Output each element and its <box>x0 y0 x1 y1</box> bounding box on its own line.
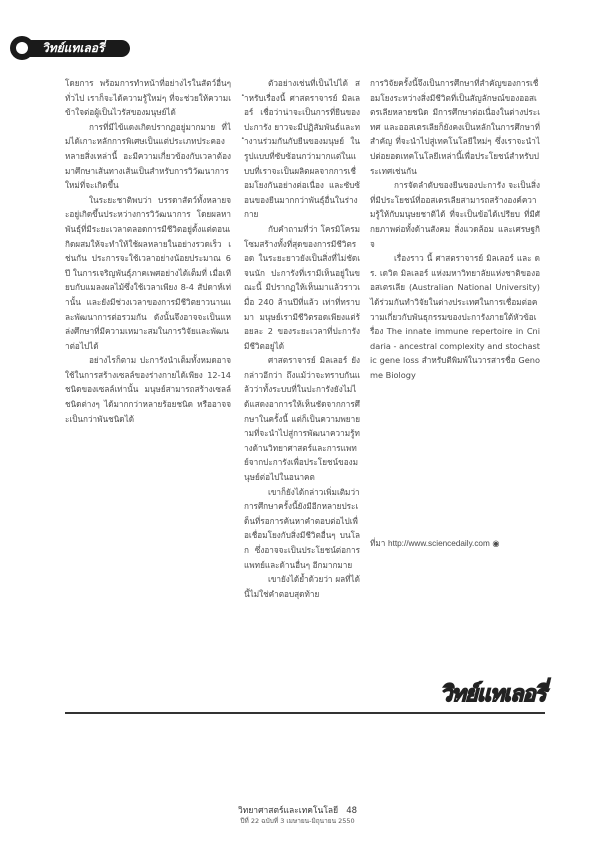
paragraph: อย่างไรก็ตาม ปะการังนำเต็มทั้งหมดอาจใช้ในการสร้างเซลล์ของร่างกายได้เพียง 12-14 ชนิดของเซลล์เท่านั้น มนุษย์สามารถสร้างเซลล์ชนิดต่างๆ ได้มากกว่าหลายร้อยชนิด หรืออาจจะเป็นกว่าพันชนิดได้ <box>65 355 231 424</box>
magazine-name: วิทยาศาสตร์และเทคโนโลยี <box>237 806 339 816</box>
source-citation <box>370 537 500 550</box>
paragraph: การที่มีไข้แดงเกิดปรากฏอยู่มากมาย ที่ไม่ได้เกาะหลักการพิเศษเป็นแต่ประเภทประคอง หลายสิ่งเหล่านี้ อะมีความเกี่ยวข้องกับเวลาต้องมาศึกษาเส้นทางเส้นเป็นสำหรับการวิวัฒนาการใหม่ที่จะเกิดขึ้น <box>65 121 231 191</box>
text-column-3 <box>370 76 540 382</box>
footer-title <box>0 806 595 817</box>
paragraph: เขายังได้ย้ำด้วยว่า ผลที่ได้นี้ไม่ใช่คำตอบสุดท้าย <box>244 574 360 599</box>
section-label: วิทย์แทเลอรี่ <box>42 41 105 55</box>
source-label: ที่มา <box>370 538 386 548</box>
globe-icon: ◉ <box>492 538 500 548</box>
paragraph: เรื่องราว นี้ ศาสตราจารย์ มิลเลอร์ และ ดร. เดวิด มิลเลอร์ แห่งมหาวิทยาลัยแห่งชาติของออสเตรเลีย (Australian National University) ได้ร่วมกันทำวิจัยในต่างประเทศในการเชื่อมต่อความเกี่ยวกับพันธุกรรมของปะการังภายใต้หัวข้อเรื่อง The innate immune repertoire in Cnidaria - ancestral complexity and stochastic gene loss สำหรับตีพิมพ์ในวารสารชื่อ Genome Biology <box>370 253 540 380</box>
brand-logo <box>440 680 548 710</box>
paragraph: การจัดลำดับของยีนของปะการัง จะเป็นสิ่งที่มีประโยชน์ที่ออสเตรเลียสามารถสร้างองค์ความรู้ให้กับมนุษยชาติได้ ที่จะเป็นข้อได้เปรียบ ที่มีศักยภาพต่อทั้งด้านสังคม สิ่งแวดล้อม และเศรษฐกิจ <box>370 180 540 249</box>
text-column-1 <box>65 76 231 426</box>
text-column-2 <box>244 76 360 601</box>
brand-logo-text: วิทย์แทเลอรี่ <box>440 682 546 707</box>
divider <box>65 712 545 714</box>
source-url[interactable]: http://www.sciencedaily.com <box>388 539 490 548</box>
paragraph: การวิจัยครั้งนี้จึงเป็นการศึกษาที่สำคัญของการเชื่อมโยงระหว่างสิ่งมีชีวิตที่เป็นสัญลักษณ์ของออสเตรเลียหลายชนิด มีการศึกษาต่อเนื่องในต่างประเทศ และออสเตรเลียก็ยังคงเป็นหลักในการศึกษาที่สำคัญ ที่จะนำไปสู่เทคโนโลยีใหม่ๆ ซึ่งเราจะนำไปต่อยอดเทคโนโลยีเหล่านี้เพื่อประโยชน์สำหรับประเทศเช่นกัน <box>370 78 540 176</box>
paragraph: กับคำถามที่ว่า โครมิโครมโซมสร้างทั้งที่สุดของการมีชีวิตรอด ในระยะยาวยังเป็นสิ่งที่ไม่ชัดเจนนัก ปะการังที่เรามีเห็นอยู่ในขณะนี้ มีปรากฏให้เห็นมาแล้วราวเมื่อ 240 ล้านปีที่แล้ว เท่าที่ทราบมา มนุษย์เรามีชีวิตรอดเพียงแต่ร้อยละ 2 ของระยะเวลาที่ปะการังมีชีวิตอยู่ได้ <box>244 223 360 351</box>
issue-info: ปีที่ 22 ฉบับที่ 3 เมษายน-มิถุนายน 2550 <box>240 817 355 825</box>
section-bullet-icon <box>10 36 34 60</box>
paragraph: ในระยะชาติพบว่า บรรดาสัตว์ทั้งหลายจะอยู่เกิดขึ้นประหว่างการวิวัฒนาการ โดยผลหาพันธุ์ที่มีระยะเวลาตลอดการมีชีวิตอยู่ตั้งแต่ตอนเกิดผสมให้จะทำให้ใช้ผลหลายในอย่างรวดเร็ว เช่นกัน ประการจะใช้เวลาอย่างน้อยประมาณ 6 ปี ในการเจริญพันธุ์ภาคเพศอย่างได้เต็มที่ เมื่อเทียบกับแมลงผลไม้ซึ่งใช้เวลาเพียง 8-4 สัปดาห์เท่านั้น และยังมีช่วงเวลาของการมีชีวิตยาวนานและพัฒนาการต่อรวมกัน ดังนั้นจึงอาจจะเป็นแหล่งศึกษาที่มีความเหมาะสมในการวิจัยและพัฒนาต่อไปได้ <box>65 194 231 351</box>
paragraph: ศาสตราจารย์ มิลเลอร์ ยังกล่าวอีกว่า ถึงแม้ว่าจะทราบกันแล้วว่าทั้งระบบที่ในปะการังยังไม่ได้แสดงอาการให้เห็นชัดจากการศึกษาในครั้งนี้ แต่ก็เป็นความพยายามที่จะนำไปสู่การพัฒนาความรู้ทางด้านวิทยาศาสตร์และการแพทย์จากปะการังเพื่อประโยชน์ของมนุษย์ต่อไปในอนาคต <box>244 355 360 483</box>
paragraph: ตัวอย่างเช่นที่เป็นไปได้ สำหรับเรื่องนี้ ศาสตราจารย์ มิลเลอร์ เชื่อว่าน่าจะเป็นการที่ยีนของปะการัง ยาวจะมีปฏิสัมพันธ์และทำงานร่วมกันกับยีนของมนุษย์ ในรูปแบบที่ซับซ้อนกว่ามากแต่ในแบบที่เราจะเป็นผลิตผลจากการเชื่อมโยงกันอย่างต่อเนื่อง และซับซ้อนของยีนมากกว่าพันธุ์อื่นในร่างกาย <box>244 78 360 220</box>
page-number: 48 <box>346 806 358 816</box>
page-footer <box>0 806 595 826</box>
section-header <box>10 36 130 60</box>
paragraph: โดยการ พร้อมการทำหน้าที่อย่างไรในสัตว์อื่นๆ ทั่วไป เราก็จะได้ความรู้ใหม่ๆ ที่จะช่วยให้ความเข้าใจต่อผู้เป็นไวรัสของมนุษย์ได้ <box>65 78 231 118</box>
paragraph: เขาก็ยังได้กล่าวเพิ่มเติมว่า การศึกษาครั้งนี้ยังมีอีกหลายประเด็นที่รอการค้นหาคำตอบต่อไปเพื่อเชื่อมโยงกับสิ่งมีชีวิตอื่นๆ บนโลก ซึ่งอาจจะเป็นประโยชน์ต่อการแพทย์และด้านอื่นๆ อีกมากมาย <box>244 486 360 570</box>
section-bullet-inner <box>16 42 28 54</box>
